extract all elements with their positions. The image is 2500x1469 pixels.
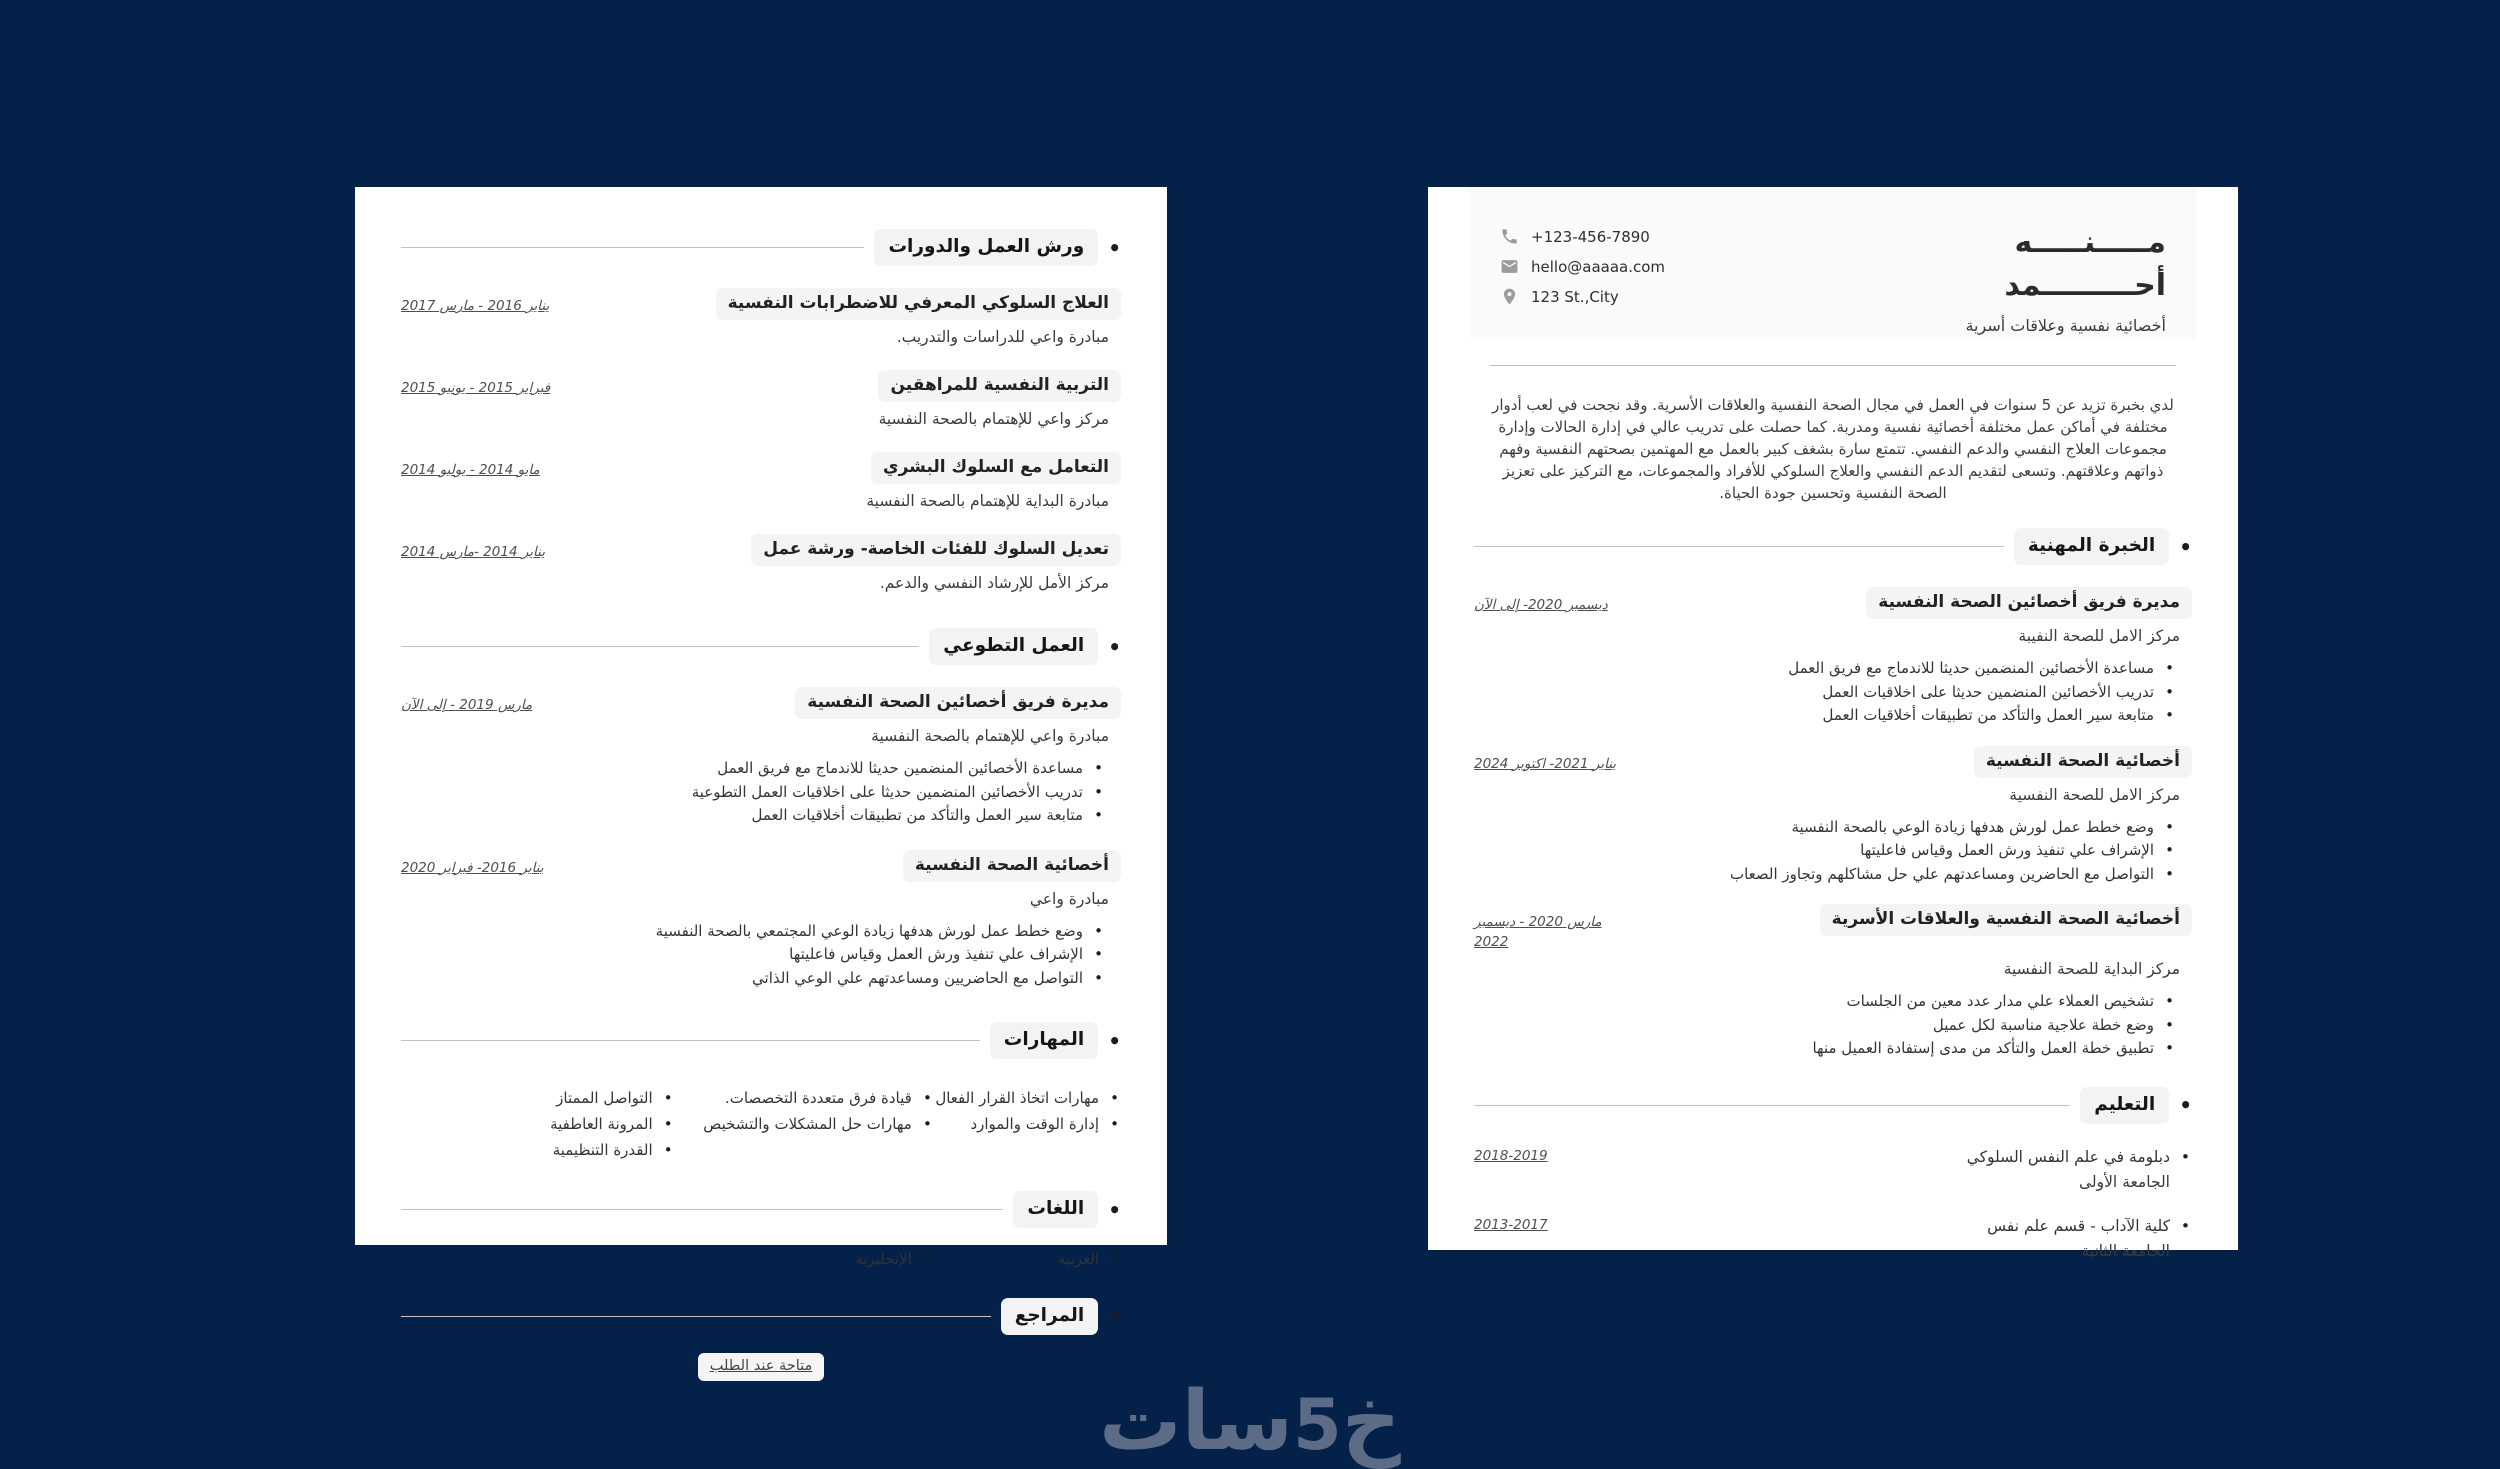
education-date-range: 2018-2019 (1474, 1147, 1548, 1164)
workshop-date: يناير 2016 - مارس 2017 (401, 298, 550, 314)
section-title: ورش العمل والدورات (874, 229, 1098, 266)
degree-title: • كلية الآداب - قسم علم نفس (1987, 1215, 2192, 1237)
resume-page-2 (355, 187, 1167, 1374)
skill-item: • التواصل الممتاز (401, 1085, 675, 1111)
job-date-range: ديسمبر 2020- إلى الآن (1474, 597, 1608, 613)
workshop-entry (401, 452, 1121, 512)
section-bullet-icon: • (1108, 1304, 1121, 1329)
watermark-digit-five: 5 (1293, 1384, 1342, 1466)
education-date-range: 2013-2017 (1474, 1216, 1548, 1233)
job-date-range: مارس 2020 - ديسمبر 2022 (1474, 914, 1602, 950)
phone-number: +123-456-7890 (1531, 227, 1650, 246)
candidate-job-title: أخصائية نفسية وعلاقات أسرية (1965, 316, 2166, 335)
education-main (1987, 1215, 2192, 1262)
volunteer-organization: مبادرة واعي للإهتمام بالصحة النفسية (871, 727, 1109, 745)
section-divider-line (401, 646, 919, 647)
phone-icon (1500, 227, 1519, 246)
workshop-organization: مركز الأمل للإرشاد النفسي والدعم. (879, 574, 1109, 592)
references-note-wrap (401, 1353, 1121, 1381)
section-bullet-icon: • (1108, 235, 1121, 260)
skill-item: • قيادة فرق متعددة التخصصات. (675, 1085, 934, 1111)
experience-entry (1474, 904, 2192, 1061)
contact-phone (1500, 227, 1665, 246)
languages-columns (401, 1246, 1121, 1272)
section-title: العمل التطوعي (929, 628, 1098, 665)
duty-item: • تشخيص العملاء علي مدار عدد معين من الجلسات (1488, 990, 2178, 1014)
volunteer-organization: مبادرة واعي (1029, 889, 1109, 908)
volunteer-entry (401, 850, 1121, 991)
section-heading-languages (401, 1191, 1121, 1228)
language-column (934, 1246, 1121, 1272)
workshop-date: فبراير 2015 - يونيو 2015 (401, 380, 551, 396)
employer-name: مركز الامل للصحة النفيبة (2018, 627, 2180, 645)
section-divider-line (401, 247, 864, 248)
language-column (646, 1246, 934, 1272)
volunteer-date: مارس 2019 - إلى الآن (401, 697, 533, 713)
watermark-letters-sat: سات (1099, 1374, 1294, 1469)
skills-column (934, 1085, 1121, 1163)
header-divider-line (1490, 365, 2176, 366)
section-bullet-icon: • (2179, 1093, 2192, 1117)
duty-item: • وضع خطط عمل لورش هدفها زيادة الوعي المجتمعي بالصحة النفسية (415, 920, 1107, 944)
volunteer-date: يناير 2016- فبراير 2020 (401, 859, 544, 876)
duty-item: • تدريب الأخصائين المنضمين حديثا على اخلاقيات العمل (1488, 681, 2178, 705)
workshop-title: العلاج السلوكي المعرفي للاضطرابات النفسية (716, 288, 1121, 320)
section-title: المهارات (990, 1022, 1098, 1059)
skill-item: • مهارات حل المشكلات والتشخيص (675, 1111, 934, 1137)
duty-item: • التواصل مع الحاضرين ومساعدتهم علي حل مشاكلهم وتجاوز الصعاب (1488, 863, 2178, 887)
section-heading-volunteer (401, 628, 1121, 665)
employer-name: مركز الامل للصحة النفسية (2009, 785, 2180, 804)
duty-item: • الإشراف علي تنفيذ ورش العمل وقياس فاعليتها (1488, 839, 2178, 863)
skill-item: • إدارة الوقت والموارد (934, 1111, 1121, 1137)
language-item: • العربية (934, 1246, 1121, 1272)
section-bullet-icon: • (1108, 634, 1121, 659)
duty-item: • متابعة سير العمل والتأكد من تطبيقات أخلاقيات العمل (1488, 704, 2178, 728)
education-entry (1474, 1146, 2192, 1193)
volunteer-entry (401, 687, 1121, 828)
job-duties-list (1488, 657, 2178, 728)
skill-item: • المرونة العاطفية (401, 1111, 675, 1137)
contact-email (1500, 257, 1665, 276)
section-heading-workshops (401, 229, 1121, 266)
email-address: hello@aaaaa.com (1531, 257, 1666, 276)
duty-item: • التواصل مع الحاضريين ومساعدتهم علي الوعي الذاتي (415, 967, 1107, 991)
resume-page-1 (1428, 187, 2238, 1260)
section-title: المراجع (1001, 1298, 1099, 1335)
duty-item: • مساعدة الأخصائين المنضمين حديثا للاندماج مع فريق العمل (415, 757, 1107, 781)
workshop-organization: مبادرة واعي للدراسات والتدريب. (896, 328, 1109, 346)
experience-entry (1474, 746, 2192, 887)
duty-item: • وضع خطة علاجية مناسبة لكل عميل (1488, 1014, 2178, 1038)
job-duties-list (1488, 816, 2178, 887)
section-heading-education (1474, 1087, 2192, 1124)
skill-item: • القدرة التنظيمية (401, 1137, 675, 1163)
education-main (1967, 1146, 2192, 1193)
volunteer-title: أخصائية الصحة النفسية (903, 850, 1121, 882)
duty-item: • متابعة سير العمل والتأكد من تطبيقات أخلاقيات العمل (415, 804, 1107, 828)
section-bullet-icon: • (1108, 1197, 1121, 1222)
section-heading-references (401, 1298, 1121, 1335)
references-note: متاحة عند الطلب (698, 1353, 825, 1381)
skills-column (675, 1085, 934, 1163)
section-title: الخبرة المهنية (2014, 528, 2169, 565)
volunteer-duties-list (415, 757, 1107, 828)
degree-title: • دبلومة في علم النفس السلوكي (1967, 1146, 2192, 1168)
skills-columns (401, 1085, 1121, 1163)
duty-item: • وضع خطط عمل لورش هدفها زيادة الوعي بالصحة النفسية (1488, 816, 2178, 840)
workshop-title: التربية النفسية للمراهقين (878, 370, 1121, 402)
section-divider-line (401, 1316, 991, 1317)
section-title: اللغات (1013, 1191, 1098, 1228)
job-title: أخصائية الصحة النفسية والعلاقات الأسرية (1820, 904, 2192, 936)
section-divider-line (1474, 1105, 2070, 1106)
education-entry (1474, 1215, 2192, 1262)
section-bullet-icon: • (2179, 534, 2192, 559)
workshop-date: يناير 2014 -مارس 2014 (401, 544, 545, 560)
identity-block (1965, 221, 2166, 335)
workshop-title: التعامل مع السلوك البشري (871, 452, 1121, 484)
name-line-1: مـــــنـــــه (2014, 225, 2166, 260)
section-title: التعليم (2080, 1087, 2169, 1124)
professional-summary: لدي بخبرة تزيد عن 5 سنوات في العمل في مجال الصحة النفسية والعلاقات الأسرية. وقد نجحت في لعب أدوار مختلفة في أماكن عمل مختلفة أخصائية نفسية ومدربة. كما حصلت على تدريب عالي في إدارة الحالات وإدارة مجموعات العلاج النفسي والدعم النفسي. تتمتع سارة بشغف كبير بالعمل مع المهتمين بصحتهم النفسية وفهم ذواتهم وعلاقتهم. وتسعى لتقديم الدعم النفسي والعلاج السلوكي للأفراد والمجموعات، مع التركيز على تعزيز الصحة النفسية وتحسين جودة الحياة. (1492, 396, 2174, 502)
workshop-entry (401, 534, 1121, 594)
section-heading-experience (1474, 528, 2192, 565)
workshop-title: تعديل السلوك للفئات الخاصة- ورشة عمل (751, 534, 1121, 566)
section-heading-skills (401, 1022, 1121, 1059)
location-icon (1500, 287, 1519, 306)
skills-column (401, 1085, 675, 1163)
workshop-entry (401, 288, 1121, 348)
skill-item: • مهارات اتخاذ القرار الفعال (934, 1085, 1121, 1111)
resume-header (1470, 187, 2196, 339)
university-name: الجامعة الأولى (2078, 1172, 2170, 1191)
street-address: 123 St.,City (1531, 287, 1619, 306)
candidate-name (1965, 221, 2166, 307)
duty-item: • مساعدة الأخصائين المنضمين حديثا للاندماج مع فريق العمل (1488, 657, 2178, 681)
watermark-letter-kha: خ (1341, 1374, 1401, 1469)
section-divider-line (401, 1209, 1003, 1210)
workshop-organization: مبادرة البداية للإهتمام بالصحة النفسية (866, 492, 1109, 510)
duty-item: • الإشراف علي تنفيذ ورش العمل وقياس فاعليتها (415, 943, 1107, 967)
workshop-date: مايو 2014 - يوليو 2014 (401, 462, 540, 478)
experience-entry (1474, 587, 2192, 728)
job-title: مديرة فريق أخصائين الصحة النفسية (1866, 587, 2192, 619)
language-item: • الإنجليزية (646, 1246, 934, 1272)
duty-item: • تطبيق خطة العمل والتأكد من مدى إستفادة العميل منها (1488, 1037, 2178, 1061)
workshop-organization: مركز واعي للإهتمام بالصحة النفسية (878, 410, 1109, 428)
job-duties-list (1488, 990, 2178, 1061)
employer-name: مركز البداية للصحة النفسية (2003, 960, 2180, 978)
volunteer-title: مديرة فريق أخصائين الصحة النفسية (795, 687, 1121, 719)
workshop-entry (401, 370, 1121, 430)
email-icon (1500, 257, 1519, 276)
section-divider-line (1474, 546, 2004, 547)
name-line-2: أحـــــــــمد (2004, 268, 2166, 303)
contact-location (1500, 287, 1665, 306)
job-title: أخصائية الصحة النفسية (1974, 746, 2192, 778)
duty-item: • تدريب الأخصائين المنضمين حديثا على اخلاقيات العمل التطوعية (415, 781, 1107, 805)
volunteer-duties-list (415, 920, 1107, 991)
contact-block (1500, 221, 1665, 317)
job-date-range: يناير 2021- اكتوبر 2024 (1474, 755, 1617, 772)
section-divider-line (401, 1040, 980, 1041)
khamsat-watermark-logo (1099, 1374, 1401, 1469)
section-bullet-icon: • (1108, 1028, 1121, 1053)
university-name: الجامعة الثانية (2081, 1241, 2170, 1260)
